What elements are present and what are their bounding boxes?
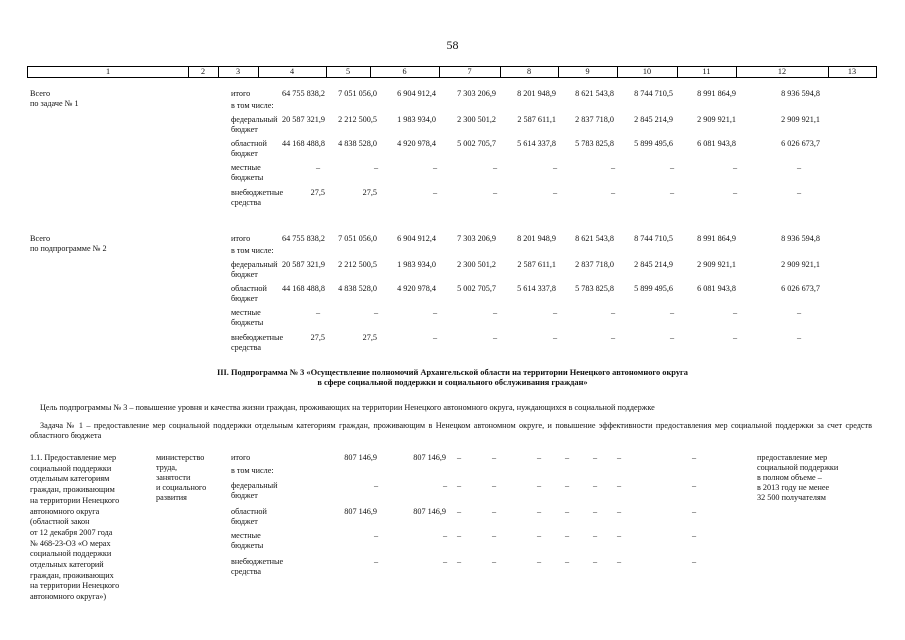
header-divider [439,67,440,77]
cell-oblast: 4 838 528,0 [338,284,377,293]
row-label-oblast: областной [231,284,267,293]
cell-mestnye: – [611,308,616,317]
executor-line: труда, [156,463,178,472]
item-cell-mestnye: – [593,531,598,540]
item-cell-oblast: – [692,507,697,516]
item-cell-oblast: – [457,507,462,516]
cell-itogo: 7 051 056,0 [338,89,377,98]
item-cell-itogo: – [617,453,622,462]
cell-oblast: 4 920 978,4 [397,139,436,148]
item-name-line: (областной закон [30,517,90,527]
result-line: предоставление мер [757,453,828,462]
row-label-federal: бюджет [231,270,258,279]
cell-vnebudzh: – [493,188,498,197]
header-divider [736,67,737,77]
cell-itogo: 8 201 948,9 [517,89,556,98]
cell-vnebudzh: – [553,188,558,197]
row-label-itogo: итого [231,89,251,98]
cell-mestnye: – [433,308,438,317]
cell-oblast: 5 899 495,6 [634,139,673,148]
cell-mestnye: – [553,163,558,172]
cell-oblast: 44 168 488,8 [282,284,325,293]
block-label: по задаче № 1 [30,99,79,108]
item-name-line: № 468-23-ОЗ «О мерах [30,538,111,548]
section-title-line1: III. Подпрограмма № 3 «Осуществление полномочий Архангельской области на территории Ненецкого автономного округа [217,368,688,377]
executor-line: министерство [156,453,205,462]
cell-federal: 2 212 500,5 [338,260,377,269]
item-cell-itogo: – [565,453,570,462]
header-col-9: 9 [585,67,590,76]
row-label-vnebudzh: средства [231,567,262,576]
result-line: 32 500 получателям [757,493,826,502]
cell-federal: 1 983 934,0 [397,260,436,269]
cell-federal: 2 837 718,0 [575,260,614,269]
item-cell-oblast: – [492,507,497,516]
cell-federal: 2 909 921,1 [697,260,736,269]
cell-vnebudzh: – [733,188,738,197]
cell-federal: 2 845 214,9 [634,260,673,269]
header-divider [617,67,618,77]
cell-mestnye: – [374,163,379,172]
row-label-itogo: итого [231,453,251,462]
cell-federal: 2 587 611,1 [517,115,556,124]
cell-mestnye: – [316,163,321,172]
cell-mestnye: – [374,308,379,317]
cell-vnebudzh: – [611,333,616,342]
cell-mestnye: – [733,163,738,172]
cell-vnebudzh: – [797,188,802,197]
cell-itogo: 8 936 594,8 [781,89,820,98]
row-label-oblast: бюджет [231,294,258,303]
item-name-line: отдельным категориям [30,474,110,484]
cell-federal: 2 909 921,1 [781,115,820,124]
row-label-federal: федеральный [231,115,278,124]
item-cell-mestnye: – [374,531,379,540]
result-line: в 2013 году не менее [757,483,830,492]
cell-itogo: 8 621 543,8 [575,234,614,243]
row-label-vnebudzh: средства [231,198,262,207]
item-name-line: социальной поддержки [30,549,112,559]
item-name-line: социальной поддержки [30,463,112,473]
result-line: социальной поддержки [757,463,839,472]
cell-federal: 20 587 321,9 [282,115,325,124]
row-label-v-tom-chisle: в том числе: [231,101,274,110]
header-divider [258,67,259,77]
result-line: в полном объеме – [757,473,822,482]
item-cell-federal: – [443,481,448,490]
cell-mestnye: – [670,308,675,317]
row-label-federal: федеральный [231,260,278,269]
section-title-line2: в сфере социальной поддержки и социального обслуживания граждан» [317,378,588,387]
item-cell-oblast: – [565,507,570,516]
cell-itogo: 8 201 948,9 [517,234,556,243]
item-cell-itogo: 807 146,9 [413,453,446,462]
row-label-oblast: бюджет [231,517,258,526]
cell-itogo: 7 303 206,9 [457,89,496,98]
cell-oblast: 4 838 528,0 [338,139,377,148]
row-label-vnebudzh: внебюджетные [231,188,284,197]
cell-federal: 2 587 611,1 [517,260,556,269]
block-label: по подпрограмме № 2 [30,244,107,253]
header-divider [558,67,559,77]
header-col-1: 1 [105,67,111,76]
item-cell-vnebudzh: – [443,557,448,566]
header-col-6: 6 [402,67,407,76]
block-label: Всего [30,234,51,243]
cell-itogo: 6 904 912,4 [397,89,436,98]
item-name-line: автономного округа») [30,592,107,602]
item-cell-itogo: – [692,453,697,462]
cell-vnebudzh: – [733,333,738,342]
cell-mestnye: – [797,163,802,172]
cell-federal: 2 845 214,9 [634,115,673,124]
row-label-oblast: бюджет [231,149,258,158]
cell-itogo: 8 991 864,9 [697,89,736,98]
item-cell-vnebudzh: – [617,557,622,566]
item-cell-mestnye: – [617,531,622,540]
cell-oblast: 6 026 673,7 [781,284,820,293]
header-divider [370,67,371,77]
header-col-12: 12 [777,67,787,76]
cell-itogo: 64 755 838,2 [282,234,325,243]
item-cell-federal: – [457,481,462,490]
cell-vnebudzh: – [797,333,802,342]
header-col-7: 7 [467,67,472,76]
item-cell-federal: – [492,481,497,490]
item-name-line: от 12 декабря 2007 года [30,527,113,537]
item-name-line: граждан, проживающих [30,570,114,580]
cell-federal: 2 837 718,0 [575,115,614,124]
header-col-2: 2 [200,67,206,76]
cell-oblast: 6 026 673,7 [781,139,820,148]
row-label-vnebudzh: средства [231,343,262,352]
row-label-mestnye: бюджеты [231,318,264,327]
cell-vnebudzh: – [433,188,438,197]
cell-mestnye: – [553,308,558,317]
cell-itogo: 6 904 912,4 [397,234,436,243]
header-divider [500,67,501,77]
cell-federal: 2 212 500,5 [338,115,377,124]
cell-mestnye: – [670,163,675,172]
cell-oblast: 4 920 978,4 [397,284,436,293]
item-cell-oblast: 807 146,9 [344,507,377,516]
header-col-13: 13 [847,67,857,76]
item-cell-vnebudzh: – [457,557,462,566]
item-cell-federal: – [374,481,379,490]
cell-itogo: 8 744 710,5 [634,234,673,243]
cell-vnebudzh: 27,5 [362,188,377,197]
row-label-federal: бюджет [231,125,258,134]
item-cell-mestnye: – [692,531,697,540]
cell-federal: 2 300 501,2 [457,260,496,269]
item-cell-oblast: – [593,507,598,516]
row-label-v-tom-chisle: в том числе: [231,246,274,255]
cell-vnebudzh: – [670,333,675,342]
header-col-4: 4 [289,67,295,76]
cell-mestnye: – [493,163,498,172]
cell-oblast: 5 783 825,8 [575,139,614,148]
item-name-line: отдельных категорий [30,560,104,569]
row-label-vnebudzh: внебюджетные [231,333,284,342]
item-name-line: на территории Ненецкого [30,495,120,505]
cell-mestnye: – [797,308,802,317]
item-cell-federal: – [565,481,570,490]
cell-federal: 2 909 921,1 [781,260,820,269]
cell-oblast: 5 002 705,7 [457,284,496,293]
item-cell-vnebudzh: – [492,557,497,566]
cell-itogo: 8 744 710,5 [634,89,673,98]
item-cell-vnebudzh: – [692,557,697,566]
row-label-v-tom-chisle: в том числе: [231,466,274,475]
item-name-line: 1.1. Предоставление мер [30,453,117,462]
item-cell-itogo: – [457,453,462,462]
cell-itogo: 7 051 056,0 [338,234,377,243]
item-cell-mestnye: – [457,531,462,540]
item-cell-itogo: – [537,453,542,462]
item-cell-mestnye: – [537,531,542,540]
row-label-oblast: областной [231,507,267,516]
header-divider [326,67,327,77]
cell-federal: 20 587 321,9 [282,260,325,269]
item-cell-oblast: – [617,507,622,516]
item-cell-oblast: 807 146,9 [413,507,446,516]
cell-mestnye: – [493,308,498,317]
cell-vnebudzh: – [433,333,438,342]
item-cell-federal: – [692,481,697,490]
item-cell-federal: – [617,481,622,490]
header-col-11: 11 [702,67,711,76]
cell-oblast: 5 614 337,8 [517,139,556,148]
row-label-oblast: областной [231,139,267,148]
cell-oblast: 44 168 488,8 [282,139,325,148]
cell-itogo: 8 991 864,9 [697,234,736,243]
cell-vnebudzh: 27,5 [310,188,325,197]
cell-vnebudzh: 27,5 [362,333,377,342]
executor-line: развития [156,493,187,502]
row-label-itogo: итого [231,234,251,243]
cell-itogo: 8 936 594,8 [781,234,820,243]
row-label-mestnye: местные [231,531,261,540]
cell-oblast: 6 081 943,8 [697,139,736,148]
cell-mestnye: – [733,308,738,317]
item-cell-mestnye: – [443,531,448,540]
cell-federal: 1 983 934,0 [397,115,436,124]
item-cell-mestnye: – [565,531,570,540]
row-label-mestnye: местные [231,163,261,172]
cell-oblast: 5 002 705,7 [457,139,496,148]
item-cell-vnebudzh: – [537,557,542,566]
header-col-5: 5 [345,67,351,76]
item-cell-itogo: 807 146,9 [344,453,377,462]
cell-federal: 2 300 501,2 [457,115,496,124]
row-label-mestnye: бюджеты [231,541,264,550]
item-cell-federal: – [537,481,542,490]
cell-vnebudzh: – [611,188,616,197]
cell-oblast: 6 081 943,8 [697,284,736,293]
row-label-vnebudzh: внебюджетные [231,557,284,566]
header-divider [188,67,189,77]
cell-oblast: 5 614 337,8 [517,284,556,293]
item-cell-mestnye: – [492,531,497,540]
cell-itogo: 7 303 206,9 [457,234,496,243]
header-divider [828,67,829,77]
item-cell-itogo: – [593,453,598,462]
row-label-mestnye: бюджеты [231,173,264,182]
row-label-federal: федеральный [231,481,278,490]
cell-vnebudzh: – [553,333,558,342]
item-cell-vnebudzh: – [565,557,570,566]
item-cell-itogo: – [492,453,497,462]
cell-itogo: 64 755 838,2 [282,89,325,98]
item-cell-oblast: – [537,507,542,516]
column-number-header [27,66,877,78]
item-cell-vnebudzh: – [593,557,598,566]
row-label-federal: бюджет [231,491,258,500]
header-col-10: 10 [642,67,652,76]
header-col-8: 8 [526,67,532,76]
item-name-line: автономного округа [30,506,100,516]
item-name-line: граждан, проживающим [30,485,115,495]
header-col-3: 3 [235,67,241,76]
cell-vnebudzh: – [670,188,675,197]
cell-mestnye: – [611,163,616,172]
cell-mestnye: – [316,308,321,317]
cell-vnebudzh: 27,5 [310,333,325,342]
header-divider [677,67,678,77]
cell-vnebudzh: – [493,333,498,342]
cell-itogo: 8 621 543,8 [575,89,614,98]
subprogram-goal-text: Цель подпрограммы № 3 – повышение уровня и качества жизни граждан, проживающих на территории Ненецкого автономного округа, нуждающихся в социальной поддержке [40,403,655,412]
item-cell-vnebudzh: – [374,557,379,566]
cell-federal: 2 909 921,1 [697,115,736,124]
item-name-line: на территории Ненецкого [30,581,120,591]
block-label: Всего [30,89,51,98]
cell-oblast: 5 783 825,8 [575,284,614,293]
item-cell-federal: – [593,481,598,490]
cell-oblast: 5 899 495,6 [634,284,673,293]
header-divider [218,67,219,77]
cell-mestnye: – [433,163,438,172]
executor-line: занятости [156,473,191,482]
task-text: Задача № 1 – предоставление мер социальной поддержки отдельным категориям граждан, проживающим в Ненецком автономном округе, и повышение эффективности предоставления мер социальной поддержки за счет средств областного бюджета [30,421,872,440]
executor-line: и социального [156,483,207,492]
page-number: 58 [446,38,459,52]
row-label-mestnye: местные [231,308,261,317]
